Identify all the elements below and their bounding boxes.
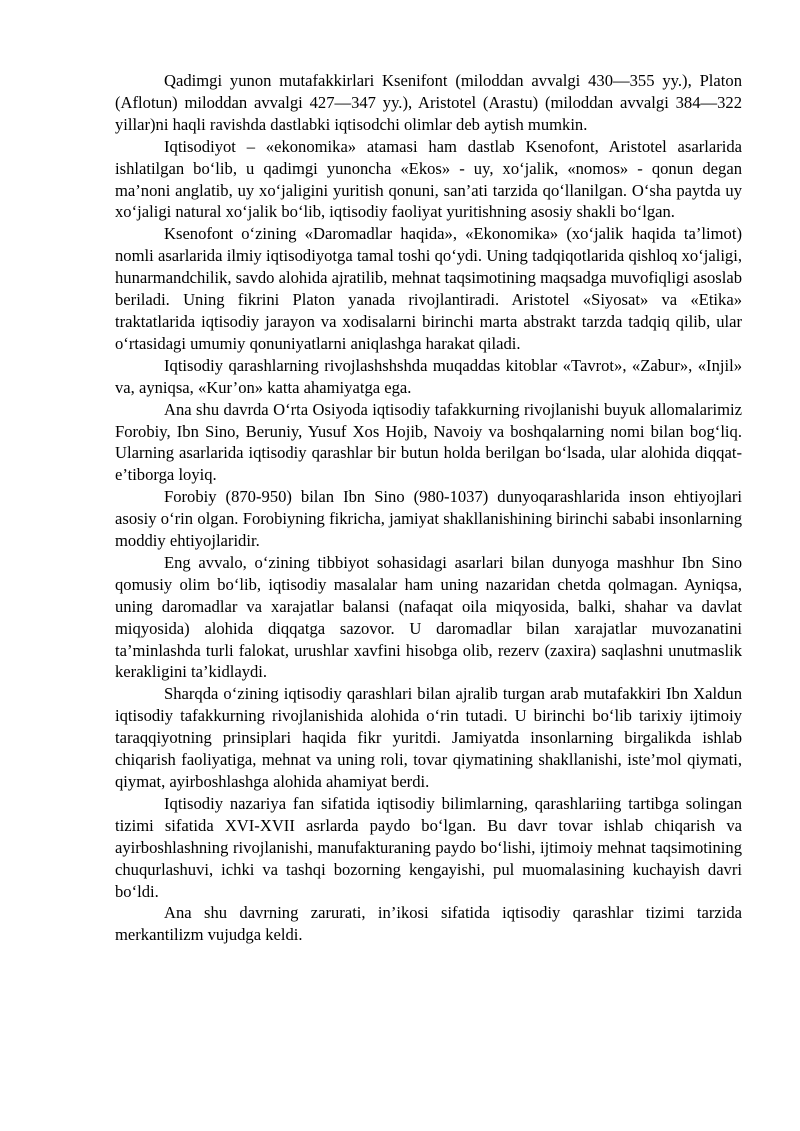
paragraph-ibn-khaldun: Sharqda o‘zining iqtisodiy qarashlari bilan ajralib turgan arab mutafakkiri Ibn Xaldun iqtisodiy tafakkurning rivojlanishida alohida o‘rin tutadi. U birinchi bo‘lib tarixiy ijtimoiy taraqqiyotning prinsiplari haqida fikr yuritdi. Jamiyatda insonlarning birgalikda ishlab chiqarish faoliyatiga, mehnat va uning roli, tovar qiymatining shakllanishi, iste’mol qiymati, qiymat, ayirboshlashga alohida ahamiyat berdi.: [115, 684, 742, 791]
paragraph-ancient-greek-thinkers: Qadimgi yunon mutafakkirlari Ksenifont (miloddan avvalgi 430—355 yy.), Platon (Aflotun) miloddan avvalgi 427—347 yy.), Aristotel (Arastu) (miloddan avvalgi 384—322 yillar)ni haqli ravishda dastlabki iqtisodchi olimlar deb aytish mumkin.: [115, 71, 742, 134]
paragraph-central-asia-scholars: Ana shu davrda O‘rta Osiyoda iqtisodiy tafakkurning rivojlanishi buyuk allomalarimiz Forobiy, Ibn Sino, Beruniy, Yusuf Xos Hojib, Navoiy va boshqalarning nomi bilan bog‘liq. Ularning asarlarida iqtisodiy qarashlar bir butun holda berilgan bo‘lsada, ular alohida diqqat-e’tiborga loyiq.: [115, 399, 742, 485]
document-page: [115, 70, 742, 946]
paragraph-xenophon-works: Ksenofont o‘zining «Daromadlar haqida», «Ekonomika» (xo‘jalik haqida ta’limot) nomli asarlarida ilmiy iqtisodiyotga tamal toshi qo‘ydi. Uning tadqiqotlarida qishloq xo‘jaligi, hunarmandchilik, savdo alohida ajratilib, mehnat taqsimotining maqsadga muvofiqligi asoslab beriladi. Uning fikrini Platon yanada rivojlantiradi. Aristotel «Siyosat» va «Etika» traktatlarida iqtisodiy jarayon va xodisalarni birinchi marta abstrakt tarzda tadqiq qilib, ular o‘rtasidagi umumiy qonuniyatlarni aniqlashga harakat qiladi.: [115, 224, 742, 353]
paragraph-economic-theory-origin: Iqtisodiy nazariya fan sifatida iqtisodiy bilimlarning, qarashlariing tartibga solingan tizimi sifatida XVI-XVII asrlarda paydo bo‘lgan. Bu davr tovar ishlab chiqarish va ayirboshlashning rivojlanishi, manufakturaning paydo bo‘lishi, ijtimoiy mehnat taqsimotining chuqurlashuvi, ichki va tashqi bozorning kengayishi, pul muomalasining kuchayish davri bo‘ldi.: [115, 793, 742, 901]
paragraph-mercantilism: Ana shu davrning zarurati, in’ikosi sifatida iqtisodiy qarashlar tizimi tarzida merkantilizm vujudga keldi.: [115, 903, 742, 945]
paragraph-farabi-ibn-sino: Forobiy (870-950) bilan Ibn Sino (980-1037) dunyoqarashlarida inson ehtiyojlari asosiy o‘rin olgan. Forobiyning fikricha, jamiyat shakllanishining birinchi sababi insonlarning moddiy ehtiyojlaridir.: [115, 487, 742, 551]
paragraph-ibn-sino-economics: Eng avvalo, o‘zining tibbiyot sohasidagi asarlari bilan dunyoga mashhur Ibn Sino qomusiy olim bo‘lib, iqtisodiy masalalar ham uning nazaridan chetda qolmagan. Ayniqsa, uning daromadlar va xarajatlar balansi (nafaqat oila miqyosida, balki, shahar va davlat miqyosida) alohida diqqatga sazovor. U daromadlar bilan xarajatlar muvozanatini ta’minlashda turli falokat, urushlar xavfini hisobga olib, rezerv (zaxira) saqlashni unutmaslik kerakligini ta’kidlaydi.: [115, 552, 742, 682]
paragraph-holy-books: Iqtisodiy qarashlarning rivojlashshshda muqaddas kitoblar «Tavrot», «Zabur», «Injil» va, ayniqsa, «Kur’on» katta ahamiyatga ega.: [115, 355, 742, 397]
paragraph-economics-term: Iqtisodiyot – «ekonomika» atamasi ham dastlab Ksenofont, Aristotel asarlarida ishlatilgan bo‘lib, u qadimgi yunoncha «Ekos» - uy, xo‘jalik, «nomos» - qonun degan ma’noni anglatib, uy xo‘jaligini yuritish qonuni, san’ati tarzida qo‘llanilgan. O‘sha paytda uy xo‘jaligi natural xo‘jalik bo‘lib, iqtisodiy faoliyat yuritishning asosiy shakli bo‘lgan.: [115, 136, 742, 222]
